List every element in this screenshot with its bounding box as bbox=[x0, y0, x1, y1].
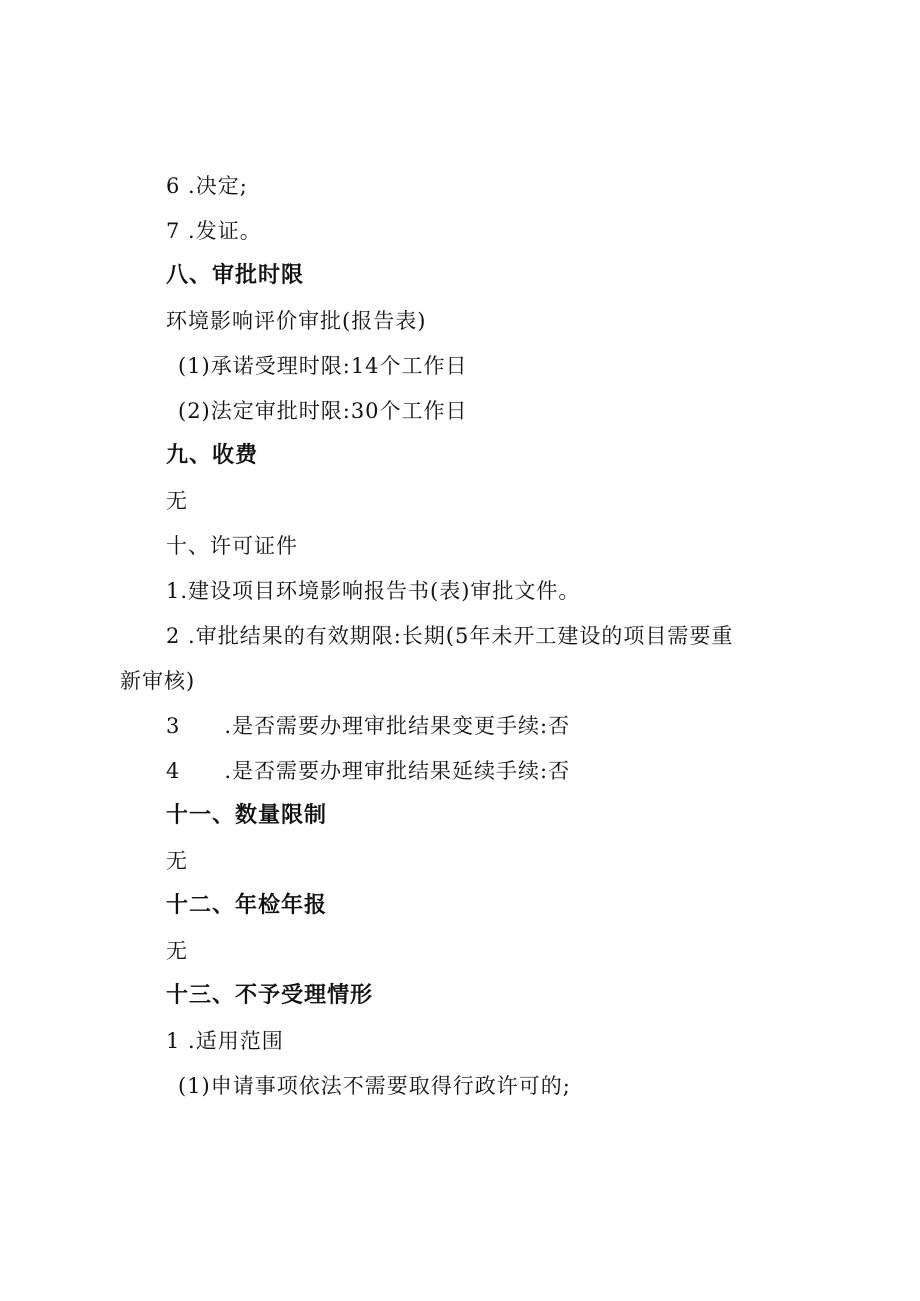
text-line-fees-none: 无 bbox=[166, 489, 188, 513]
section-heading-quantity-limit: 十一、数量限制 bbox=[166, 803, 328, 828]
text-line-issue-certificate: 7 .发证。 bbox=[166, 219, 262, 243]
list-number: 4 bbox=[166, 759, 181, 783]
text-line-quantity-none: 无 bbox=[166, 849, 188, 873]
text-line-scope: 1 .适用范围 bbox=[166, 1029, 284, 1053]
text-line-annual-none: 无 bbox=[166, 939, 188, 963]
text-line-validity-period-cont: 新审核) bbox=[120, 669, 196, 693]
text-line-rejection-case-1: (1)申请事项依法不需要取得行政许可的; bbox=[178, 1074, 571, 1098]
text-line-change-procedure bbox=[166, 712, 570, 740]
list-number: 3 bbox=[166, 714, 181, 738]
section-heading-rejection-cases: 十三、不予受理情形 bbox=[166, 983, 374, 1008]
section-heading-approval-time-limit: 八、审批时限 bbox=[166, 263, 305, 288]
text-line-eia-approval: 环境影响评价审批(报告表) bbox=[166, 309, 427, 333]
text-line-legal-time-limit: (2)法定审批时限:30个工作日 bbox=[178, 399, 468, 423]
text-line-decision: 6 .决定; bbox=[166, 174, 248, 198]
list-text: .是否需要办理审批结果变更手续:否 bbox=[224, 714, 571, 738]
section-heading-annual-inspection: 十二、年检年报 bbox=[166, 893, 328, 918]
text-line-validity-period: 2 .审批结果的有效期限:长期(5年未开工建设的项目需要重 bbox=[166, 624, 734, 648]
text-line-renewal-procedure bbox=[166, 757, 570, 785]
list-text: .是否需要办理审批结果延续手续:否 bbox=[224, 759, 571, 783]
section-heading-fees: 九、收费 bbox=[166, 443, 259, 468]
section-heading-license-documents: 十、许可证件 bbox=[166, 534, 298, 558]
text-line-approval-document: 1.建设项目环境影响报告书(表)审批文件。 bbox=[166, 579, 581, 603]
text-line-promised-time-limit: (1)承诺受理时限:14个工作日 bbox=[178, 354, 468, 378]
